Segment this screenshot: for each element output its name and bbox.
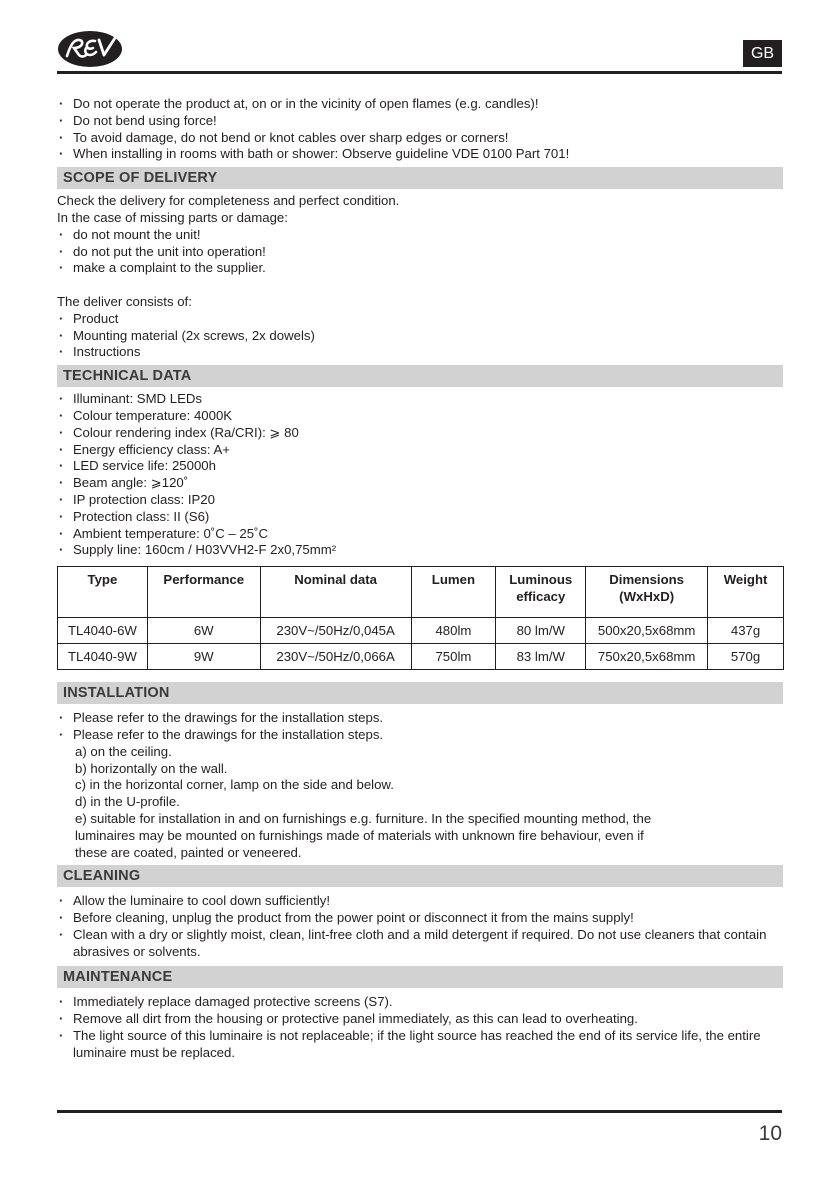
installation-step-d: d) in the U-profile.	[75, 794, 180, 810]
installation-list	[57, 710, 783, 744]
list-item: · Clean with a dry or slightly moist, clean, lint-free cloth and a mild detergent if required. Do not use cleaners that contain abrasives or solvents.	[57, 927, 783, 961]
spacer	[57, 277, 783, 294]
column-header-performance: Performance	[147, 567, 260, 618]
list-item: · Ambient temperature: 0˚C – 25˚C	[57, 526, 783, 543]
section-heading-cleaning: CLEANING	[57, 865, 783, 887]
footer-divider	[57, 1110, 782, 1113]
list-item: · To avoid damage, do not bend or knot cables over sharp edges or corners!	[57, 130, 783, 147]
table-row	[58, 618, 784, 644]
section-heading-maintenance: MAINTENANCE	[57, 966, 783, 988]
table-row	[58, 644, 784, 670]
list-item: · Before cleaning, unplug the product from the power point or disconnect it from the mains supply!	[57, 910, 783, 927]
installation-step-a: a) on the ceiling.	[75, 743, 172, 759]
list-item: · Energy efficiency class: A+	[57, 442, 783, 459]
cleaning-list	[57, 893, 783, 960]
cell-type: TL4040-6W	[58, 618, 148, 644]
cell-lumen: 750lm	[411, 644, 496, 670]
installation-step-c: c) in the horizontal corner, lamp on the side and below.	[75, 777, 394, 793]
scope-intro: In the case of missing parts or damage:	[57, 209, 288, 225]
safety-list	[57, 96, 783, 163]
delivery-contents-label: The deliver consists of:	[57, 293, 192, 309]
list-item: · Remove all dirt from the housing or protective panel immediately, as this can lead to overheating.	[57, 1011, 783, 1028]
cell-weight: 570g	[708, 644, 784, 670]
column-header-nominal-data: Nominal data	[260, 567, 411, 618]
spec-table	[57, 566, 784, 670]
list-item: · Immediately replace damaged protective screens (S7).	[57, 994, 783, 1011]
rev-logo	[57, 30, 123, 68]
list-item: · Product	[57, 311, 783, 328]
list-item: · When installing in rooms with bath or shower: Observe guideline VDE 0100 Part 701!	[57, 146, 783, 163]
installation-step-e: e) suitable for installation in and on furnishings e.g. furniture. In the specified mounting method, the	[75, 810, 652, 826]
list-item: · Beam angle: ⩾120˚	[57, 475, 783, 492]
cell-performance: 9W	[147, 644, 260, 670]
list-item: · Please refer to the drawings for the installation steps.	[57, 710, 783, 727]
list-item: · Allow the luminaire to cool down sufficiently!	[57, 893, 783, 910]
column-header-luminous-efficacy: Luminous efficacy	[496, 567, 586, 618]
list-item: · Please refer to the drawings for the installation steps.	[57, 727, 783, 744]
list-item: · The light source of this luminaire is not replaceable; if the light source has reached the end of its service life, the entire luminaire must be replaced.	[57, 1028, 783, 1062]
language-badge: GB	[743, 40, 782, 67]
list-item: · do not put the unit into operation!	[57, 244, 783, 261]
installation-step-e-cont: luminaires may be mounted on furnishings made of materials with unknown fire behaviour, even if	[75, 827, 644, 843]
table-header-row	[58, 567, 784, 618]
cell-dimensions: 750x20,5x68mm	[586, 644, 708, 670]
page-number: 10	[758, 1122, 782, 1145]
list-item: · Do not bend using force!	[57, 113, 783, 130]
list-item: · IP protection class: IP20	[57, 492, 783, 509]
list-item: · make a complaint to the supplier.	[57, 260, 783, 277]
installation-step-b: b) horizontally on the wall.	[75, 760, 228, 776]
cell-nominal-data: 230V~/50Hz/0,045A	[260, 618, 411, 644]
column-header-weight: Weight	[708, 567, 784, 618]
scope-intro: Check the delivery for completeness and perfect condition.	[57, 193, 400, 209]
list-item: · Do not operate the product at, on or in the vicinity of open flames (e.g. candles)!	[57, 96, 783, 113]
list-item: · Illuminant: SMD LEDs	[57, 391, 783, 408]
column-header-lumen: Lumen	[411, 567, 496, 618]
section-heading-scope-of-delivery: SCOPE OF DELIVERY	[57, 167, 783, 189]
list-item: · Colour rendering index (Ra/CRI): ⩾ 80	[57, 425, 783, 442]
cell-luminous-efficacy: 83 lm/W	[496, 644, 586, 670]
section-heading-technical-data: TECHNICAL DATA	[57, 365, 783, 387]
section-heading-installation: INSTALLATION	[57, 682, 783, 704]
list-item: · Mounting material (2x screws, 2x dowels)	[57, 328, 783, 345]
cell-weight: 437g	[708, 618, 784, 644]
maintenance-list	[57, 994, 783, 1061]
cell-lumen: 480lm	[411, 618, 496, 644]
header-divider	[57, 71, 782, 74]
installation-step-e-cont: these are coated, painted or veneered.	[75, 844, 302, 860]
column-header-type: Type	[58, 567, 148, 618]
cell-luminous-efficacy: 80 lm/W	[496, 618, 586, 644]
cell-performance: 6W	[147, 618, 260, 644]
column-header-dimensions: Dimensions (WxHxD)	[586, 567, 708, 618]
page-content	[57, 96, 783, 1062]
cell-nominal-data: 230V~/50Hz/0,066A	[260, 644, 411, 670]
list-item: · Supply line: 160cm / H03VVH2-F 2x0,75mm²	[57, 542, 783, 559]
rev-logo-icon	[57, 30, 123, 68]
cell-type: TL4040-9W	[58, 644, 148, 670]
technical-data-list	[57, 391, 783, 559]
installation-steps	[57, 744, 783, 862]
list-item: · do not mount the unit!	[57, 227, 783, 244]
list-item: · Instructions	[57, 344, 783, 361]
list-item: · LED service life: 25000h	[57, 458, 783, 475]
cell-dimensions: 500x20,5x68mm	[586, 618, 708, 644]
list-item: · Protection class: II (S6)	[57, 509, 783, 526]
delivery-contents-list	[57, 311, 783, 361]
list-item: · Colour temperature: 4000K	[57, 408, 783, 425]
damage-list	[57, 227, 783, 277]
